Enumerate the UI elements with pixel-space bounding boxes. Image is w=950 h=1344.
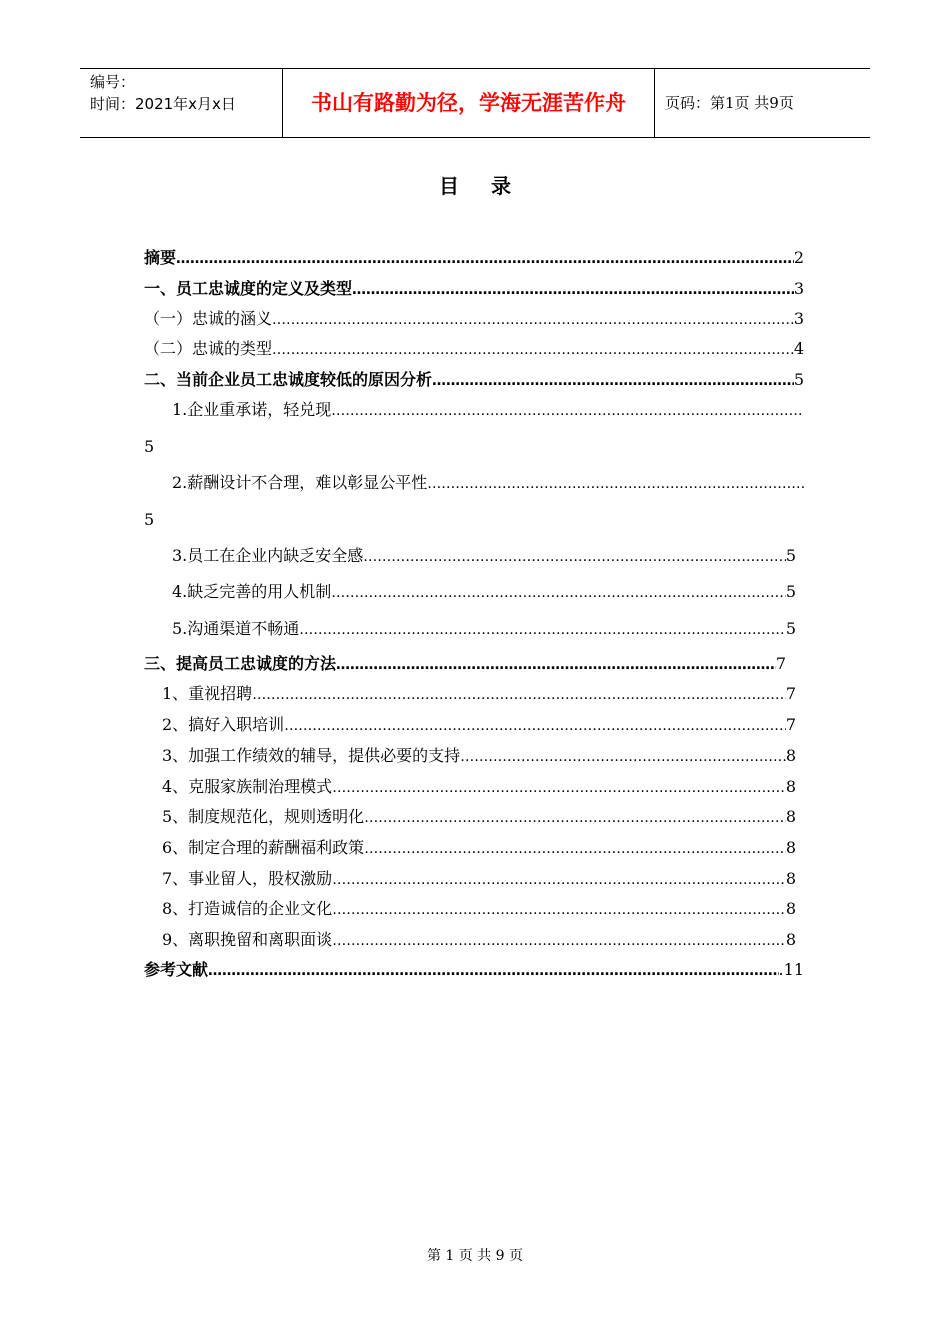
toc-entry-text: 一、员工忠诚度的定义及类型 bbox=[144, 279, 353, 298]
toc-page-number: 5 bbox=[793, 370, 804, 389]
toc-entry-section-3[interactable] bbox=[144, 652, 786, 676]
toc-entry-text: 2.薪酬设计不合理，难以彰显公平性 bbox=[172, 473, 428, 492]
toc-leader bbox=[299, 618, 786, 642]
toc-page-number: 8 bbox=[785, 869, 796, 888]
toc-page-number: 3 bbox=[793, 279, 804, 298]
toc-leader bbox=[208, 959, 779, 983]
toc-entry-text: 8、打造诚信的企业文化 bbox=[162, 899, 333, 918]
toc-entry-text: 4、克服家族制治理模式 bbox=[162, 777, 333, 796]
toc-leader bbox=[336, 653, 776, 677]
toc-entry-text: 3.员工在企业内缺乏安全感 bbox=[172, 546, 364, 565]
toc-leader bbox=[427, 472, 804, 496]
toc-entry-2-2[interactable] bbox=[172, 471, 804, 495]
toc-entry-references[interactable] bbox=[144, 958, 804, 982]
toc-leader bbox=[332, 776, 786, 800]
toc-entry-2-4[interactable] bbox=[172, 580, 796, 604]
toc-page-number: 8 bbox=[785, 746, 796, 765]
toc-page-number: 8 bbox=[785, 807, 796, 826]
toc-leader bbox=[331, 399, 804, 423]
code-label: 编号： bbox=[90, 73, 136, 91]
toc-page-number: 4 bbox=[793, 339, 804, 358]
toc-entry-abstract[interactable] bbox=[144, 246, 804, 270]
toc-entry-text: 7、事业留人，股权激励 bbox=[162, 869, 333, 888]
header-page-info: 页码：第1页 共9页 bbox=[665, 94, 794, 112]
toc-page-number: 2 bbox=[793, 248, 804, 267]
toc-leader bbox=[272, 338, 794, 362]
toc-page-number: 5 bbox=[785, 582, 796, 601]
toc-page-number: 5 bbox=[144, 510, 155, 529]
toc-entry-text: 6、制定合理的薪酬福利政策 bbox=[162, 838, 365, 857]
toc-leader bbox=[331, 581, 786, 605]
toc-page-number: 8 bbox=[785, 930, 796, 949]
toc-entry-text: 三、提高员工忠诚度的方法 bbox=[144, 654, 337, 673]
toc-page-number: 7 bbox=[785, 684, 796, 703]
toc-entry-text: 3、加强工作绩效的辅导，提供必要的支持 bbox=[162, 746, 461, 765]
toc-entry-text: （二）忠诚的类型 bbox=[144, 339, 273, 358]
toc-page-number: 7 bbox=[775, 654, 786, 673]
toc-leader bbox=[352, 278, 794, 302]
toc-entry-text: 2、搞好入职培训 bbox=[162, 715, 285, 734]
toc-leader bbox=[432, 369, 794, 393]
toc-entry-section-2[interactable] bbox=[144, 368, 804, 392]
toc-entry-2-1[interactable] bbox=[172, 398, 804, 422]
date-label: 时间：2021年x月x日 bbox=[90, 95, 236, 113]
toc-entry-3-1[interactable] bbox=[162, 682, 796, 706]
toc-entry-1-1[interactable] bbox=[144, 307, 804, 331]
toc-leader bbox=[252, 683, 786, 707]
toc-entry-text: 9、离职挽留和离职面谈 bbox=[162, 930, 333, 949]
toc-entry-3-8[interactable] bbox=[162, 897, 796, 921]
toc-page-number: 7 bbox=[785, 715, 796, 734]
toc-entry-2-5[interactable] bbox=[172, 617, 796, 641]
toc-entry-text: 摘要 bbox=[144, 248, 177, 267]
toc-leader bbox=[176, 247, 794, 271]
toc-page-number: 8 bbox=[785, 777, 796, 796]
document-header bbox=[80, 68, 870, 138]
header-meta-cell bbox=[80, 69, 283, 137]
toc-entry-text: 1、重视招聘 bbox=[162, 684, 253, 703]
toc-entry-text: （一）忠诚的涵义 bbox=[144, 309, 273, 328]
toc-entry-3-9[interactable] bbox=[162, 928, 796, 952]
toc-entry-3-6[interactable] bbox=[162, 836, 796, 860]
toc-entry-2-3[interactable] bbox=[172, 544, 796, 568]
toc-entry-3-3[interactable] bbox=[162, 744, 796, 768]
header-motto: 书山有路勤为径，学海无涯苦作舟 bbox=[283, 69, 655, 137]
toc-page-number: 8 bbox=[785, 838, 796, 857]
toc-page-number: .11 bbox=[778, 960, 804, 979]
toc-leader bbox=[272, 308, 794, 332]
toc-leader bbox=[332, 868, 786, 892]
toc-leader bbox=[332, 898, 786, 922]
toc-entry-text: 4.缺乏完善的用人机制 bbox=[172, 582, 332, 601]
toc-entry-3-5[interactable] bbox=[162, 805, 796, 829]
toc-entry-text: 5、制度规范化，规则透明化 bbox=[162, 807, 365, 826]
toc-page-number: 8 bbox=[785, 899, 796, 918]
toc-page-number: 5 bbox=[785, 546, 796, 565]
toc-leader bbox=[364, 837, 786, 861]
toc-entry-1-2[interactable] bbox=[144, 337, 804, 361]
toc-entry-3-7[interactable] bbox=[162, 867, 796, 891]
toc-page-number: 5 bbox=[144, 437, 155, 456]
toc-entry-section-1[interactable] bbox=[144, 277, 804, 301]
toc-leader bbox=[363, 545, 786, 569]
toc-page-number: 5 bbox=[785, 619, 796, 638]
toc-entry-text: 1.企业重承诺，轻兑现 bbox=[172, 400, 332, 419]
toc-entry-3-2[interactable] bbox=[162, 713, 796, 737]
toc-page-number: 3 bbox=[793, 309, 804, 328]
toc-leader bbox=[460, 745, 786, 769]
toc-entry-text: 二、当前企业员工忠诚度较低的原因分析 bbox=[144, 370, 433, 389]
toc-entry-text: 参考文献 bbox=[144, 960, 209, 979]
toc-leader bbox=[284, 714, 786, 738]
toc-entry-text: 5.沟通渠道不畅通 bbox=[172, 619, 300, 638]
toc-leader bbox=[332, 929, 786, 953]
page-title: 目录 bbox=[439, 174, 543, 198]
toc-leader bbox=[364, 806, 786, 830]
toc-entry-3-4[interactable] bbox=[162, 775, 796, 799]
page-footer: 第 1 页 共 9 页 bbox=[426, 1248, 524, 1264]
